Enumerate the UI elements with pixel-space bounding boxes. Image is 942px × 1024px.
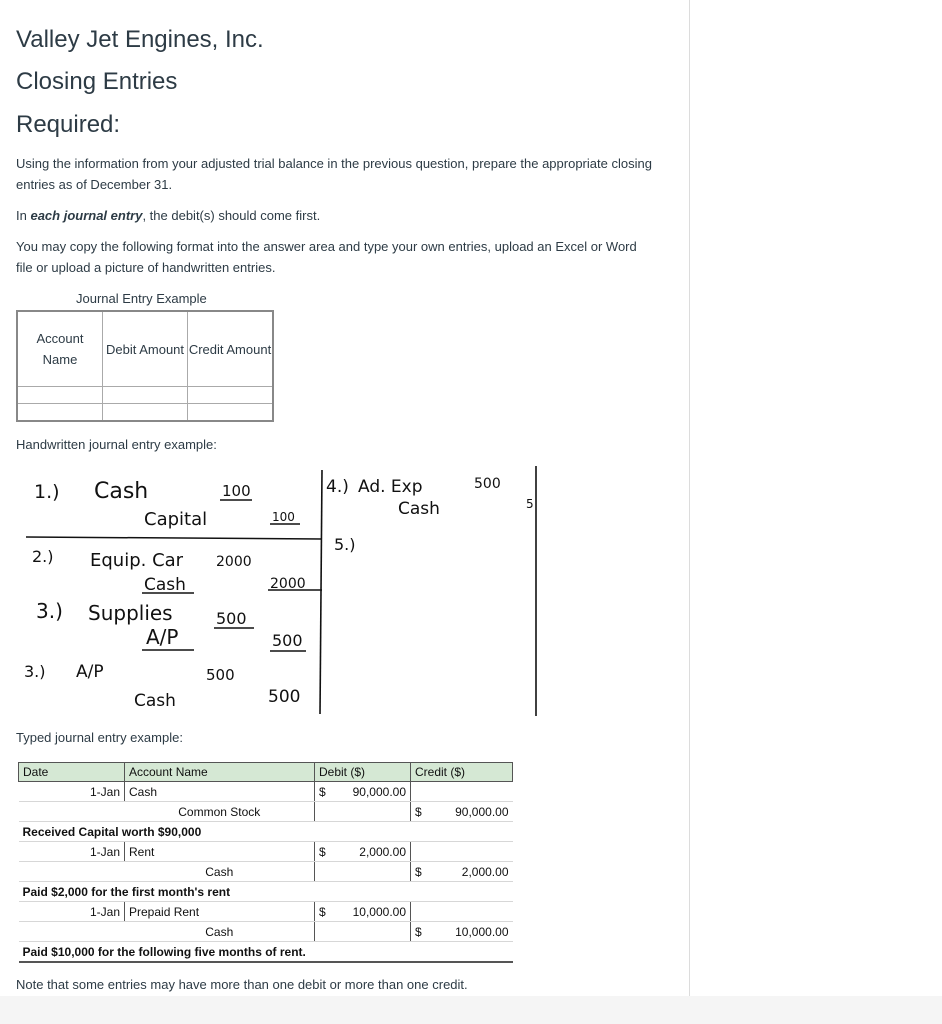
entry-description: Paid $10,000 for the following five months of rent. <box>19 942 315 963</box>
table-cell <box>188 404 274 422</box>
hw-entry-1-credit-account: Capital <box>144 509 208 530</box>
credit-cell <box>411 802 513 822</box>
currency-symbol: $ <box>319 904 326 919</box>
instruction-2-text: In <box>16 208 31 223</box>
debit-cell <box>315 822 411 842</box>
page-divider <box>689 0 690 1024</box>
table-cell <box>17 387 103 404</box>
hw-entry-5-debit-amount: 500 <box>474 476 501 492</box>
hw-entry-4-debit-account: A/P <box>76 662 104 682</box>
table-row <box>19 862 513 882</box>
date-cell: 1-Jan <box>19 902 125 922</box>
hw-entry-6-number: 5.) <box>334 535 356 554</box>
date-cell <box>19 922 125 942</box>
header-credit-amount: Credit Amount <box>188 311 274 387</box>
credit-cell <box>411 822 513 842</box>
credit-cell <box>411 902 513 922</box>
credit-value: 10,000.00 <box>455 924 509 939</box>
hw-entry-3-number: 3.) <box>36 599 63 623</box>
hw-entry-2-credit-account: Cash <box>144 575 186 595</box>
hw-entry-4-number: 3.) <box>24 662 46 681</box>
hw-entry-1-credit-amount: 100 <box>272 510 295 524</box>
debit-value: 10,000.00 <box>352 904 406 919</box>
company-name: Valley Jet Engines, Inc. <box>16 26 264 53</box>
account-cell: Prepaid Rent <box>125 902 315 922</box>
debit-value: 90,000.00 <box>352 784 406 799</box>
hw-entry-2-debit-amount: 2000 <box>216 554 252 570</box>
currency-symbol: $ <box>415 864 422 879</box>
journal-example-caption: Journal Entry Example <box>76 291 207 306</box>
debit-cell <box>315 802 411 822</box>
debit-cell <box>315 862 411 882</box>
hw-entry-2-credit-amount: 2000 <box>270 576 306 592</box>
hw-entry-3-debit-account: Supplies <box>88 601 173 625</box>
credit-cell <box>411 782 513 802</box>
credit-cell <box>411 862 513 882</box>
hw-entry-3-credit-account: A/P <box>146 625 179 649</box>
debit-cell <box>315 882 411 902</box>
typed-caption: Typed journal entry example: <box>16 730 183 745</box>
account-cell: Rent <box>125 842 315 862</box>
date-cell <box>19 862 125 882</box>
debit-value: 2,000.00 <box>359 844 406 859</box>
currency-symbol: $ <box>319 844 326 859</box>
hw-entry-5-credit-amount: 5 <box>526 497 534 511</box>
credit-value: 90,000.00 <box>455 804 509 819</box>
table-row <box>19 842 513 862</box>
credit-cell <box>411 922 513 942</box>
currency-symbol: $ <box>415 924 422 939</box>
credit-cell <box>411 842 513 862</box>
entry-description: Paid $2,000 for the first month's rent <box>19 882 315 902</box>
hw-entry-4-credit-amount: 500 <box>268 687 301 707</box>
table-row <box>19 782 513 802</box>
col-credit: Credit ($) <box>411 763 513 782</box>
currency-symbol: $ <box>415 804 422 819</box>
hw-entry-5-credit-account: Cash <box>398 499 440 519</box>
table-cell <box>103 387 188 404</box>
credit-value: 2,000.00 <box>461 864 509 879</box>
instruction-paragraph-1: Using the information from your adjusted trial balance in the previous question, prepare the appropriate closing entries as of December 31. <box>16 156 652 192</box>
date-cell <box>19 802 125 822</box>
table-row <box>19 822 513 842</box>
hw-entry-3-debit-amount: 500 <box>216 609 247 628</box>
debit-cell <box>315 942 411 963</box>
hw-entry-1-debit-amount: 100 <box>222 482 251 500</box>
debit-cell <box>315 902 411 922</box>
table-row <box>19 902 513 922</box>
table-row <box>19 922 513 942</box>
page-title: Closing Entries <box>16 68 178 95</box>
account-cell: Cash <box>125 862 315 882</box>
required-heading: Required: <box>16 111 121 138</box>
hw-entry-4-debit-amount: 500 <box>206 666 235 684</box>
entry-description: Received Capital worth $90,000 <box>19 822 315 842</box>
hw-entry-2-number: 2.) <box>32 547 54 566</box>
date-cell: 1-Jan <box>19 782 125 802</box>
hw-separator <box>26 537 322 539</box>
hw-entry-2-debit-account: Equip. Car <box>90 550 184 571</box>
date-cell: 1-Jan <box>19 842 125 862</box>
hw-entry-5-debit-account: Ad. Exp <box>358 477 423 497</box>
bottom-strip <box>0 996 942 1024</box>
instruction-paragraph-2 <box>16 205 320 226</box>
account-cell: Cash <box>125 782 315 802</box>
table-row <box>19 802 513 822</box>
handwritten-drawing <box>16 462 538 718</box>
table-row <box>19 942 513 963</box>
instruction-paragraph-3: You may copy the following format into the answer area and type your own entries, upload an Excel or Word file or upload a picture of handwritten entries. <box>16 239 637 275</box>
col-debit: Debit ($) <box>315 763 411 782</box>
col-account-name: Account Name <box>125 763 315 782</box>
hw-entry-5-number: 4.) <box>326 477 349 497</box>
debit-cell <box>315 782 411 802</box>
table-cell <box>103 404 188 422</box>
journal-entry-example-table <box>16 310 274 422</box>
account-cell: Common Stock <box>125 802 315 822</box>
table-cell <box>17 404 103 422</box>
footer-note: Note that some entries may have more than one debit or more than one credit. <box>16 977 468 992</box>
col-date: Date <box>19 763 125 782</box>
credit-cell <box>411 942 513 963</box>
instruction-2-text-end: , the debit(s) should come first. <box>142 208 321 223</box>
currency-symbol: $ <box>319 784 326 799</box>
debit-cell <box>315 922 411 942</box>
hw-entry-1-number: 1.) <box>34 481 60 503</box>
handwritten-journal-image <box>16 462 538 718</box>
header-debit-amount: Debit Amount <box>103 311 188 387</box>
hw-divider <box>320 470 322 714</box>
typed-journal-table <box>18 762 512 963</box>
handwritten-caption: Handwritten journal entry example: <box>16 437 217 452</box>
instruction-2-emphasis: each journal entry <box>30 208 143 223</box>
header-account-name: Account Name <box>17 311 103 387</box>
table-cell <box>188 387 274 404</box>
account-cell: Cash <box>125 922 315 942</box>
hw-entry-3-credit-amount: 500 <box>272 631 303 650</box>
debit-cell <box>315 842 411 862</box>
table-row <box>19 882 513 902</box>
credit-cell <box>411 882 513 902</box>
hw-entry-1-debit-account: Cash <box>94 479 149 504</box>
hw-entry-4-credit-account: Cash <box>134 691 176 711</box>
